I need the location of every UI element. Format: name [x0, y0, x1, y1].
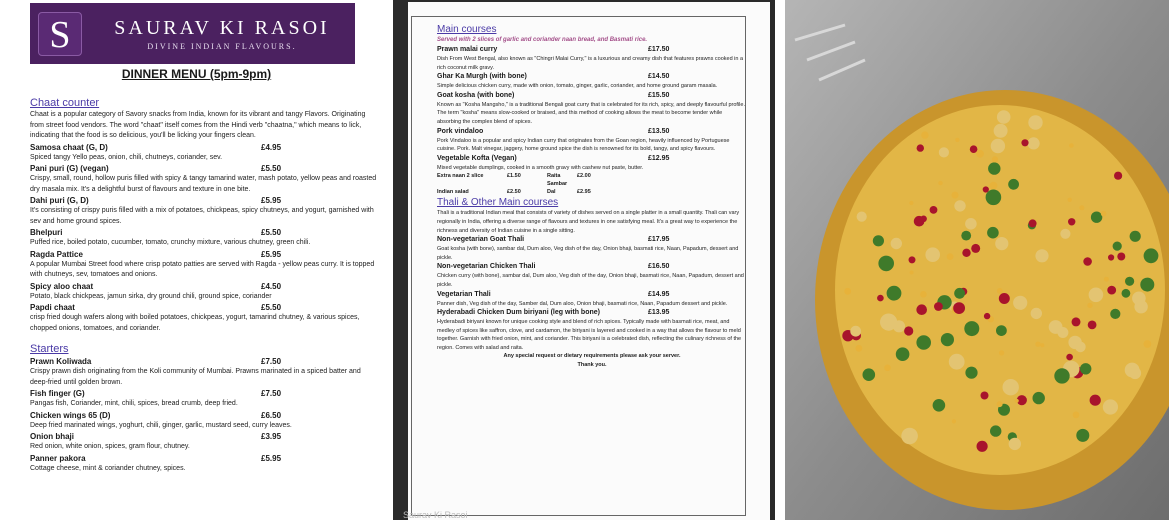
item-price: £13.50: [648, 127, 670, 135]
menu-item: [30, 142, 380, 164]
menu-title: DINNER MENU (5pm-9pm): [121, 67, 272, 81]
coriander-leaf: [990, 425, 1001, 436]
item-price: £6.50: [261, 410, 282, 420]
side-name: Extra naan 2 slice: [437, 173, 484, 180]
item-name: Prawn Koliwada: [30, 357, 92, 366]
coriander-leaf: [1113, 242, 1122, 251]
chickpea: [1031, 308, 1042, 319]
coriander-leaf: [964, 321, 979, 336]
menu-item: [437, 290, 747, 309]
sev-strand: [920, 291, 927, 298]
item-name: Fish finger (G): [30, 389, 85, 398]
item-price: £17.50: [648, 46, 670, 53]
chickpea: [1013, 296, 1027, 310]
sev-strand: [938, 181, 942, 185]
section-title-chaat: Chaat counter: [30, 97, 100, 109]
item-description: Cottage cheese, mint & coriander chutney, spices.: [30, 464, 186, 472]
item-description: It's consisting of crispy puris filled with a mix of potatoes, chickpeas, spicy chutneys, and yogurt, garnished with sev and home ground spices.: [30, 207, 374, 225]
pomegranate-seed: [981, 392, 989, 400]
sev-strand: [909, 201, 913, 205]
menu-item: [437, 72, 747, 91]
item-name: Ragda Pattice: [30, 249, 83, 259]
pomegranate-seed: [1068, 218, 1075, 225]
item-description: Puffed rice, boiled potato, cucumber, tomato, crunchy mixture, various chutney, green chili.: [30, 239, 311, 246]
pomegranate-seed: [984, 313, 990, 319]
item-price: £4.50: [261, 281, 282, 291]
pomegranate-seed: [1029, 219, 1037, 227]
coriander-leaf: [896, 347, 910, 361]
menu-item: [437, 45, 747, 72]
item-description: Panner dish, Veg dish of the day, Samber dal, Dum aloo, Onion bhaji, basmati rice, Naan, Papadum dessert and pickle.: [437, 300, 728, 307]
side-name: Sambar Dal: [547, 181, 568, 196]
sev-strand: [1073, 412, 1080, 419]
item-name: Non-vegetarian Chicken Thali: [437, 263, 536, 271]
coriander-leaf: [1110, 309, 1120, 319]
coriander-leaf: [941, 333, 954, 346]
item-description: Simple delicious chicken curry, made with onion, tomato, ginger, garlic, coriander, and home ground garam masala.: [437, 83, 718, 90]
item-description: Pork Vindaloo is a popular and spicy Indian curry that originates from the Goan region, heavily influenced by Portuguese cuisine. Pork. Malt vinegar, jaggery, home ground spice the dish is renowned for its bold, tangy, and spicy flavours.: [437, 137, 730, 153]
pomegranate-seed: [930, 206, 938, 214]
item-description: Chicken curry (with bone), sambar dal, Dum aloo, Veg dish of the day, Onion bhaji, basmati rice, Naan, Papadum, dessert and pickle.: [437, 273, 744, 288]
item-description: Crispy prawn dish originating from the Koli community of Mumbai. Prawns marinated in a spiced batter and deep-fried until golden brown.: [30, 368, 361, 386]
chickpea: [1060, 229, 1070, 239]
coriander-leaf: [1080, 363, 1091, 374]
chickpea: [949, 354, 965, 370]
menu-item: [30, 302, 380, 334]
sev-strand: [1079, 205, 1084, 210]
menu-item: [437, 154, 747, 173]
coriander-leaf: [1033, 392, 1045, 404]
chickpea: [1089, 288, 1104, 303]
menu-item: [30, 388, 380, 410]
item-name: Panner pakora: [30, 453, 86, 463]
chickpea: [880, 314, 897, 331]
menu-item: [437, 91, 747, 127]
pomegranate-seed: [970, 145, 978, 153]
item-description: Pangas fish, Coriander, mint, chili, spices, bread crumb, deep fried.: [30, 400, 238, 407]
pomegranate-seed: [1088, 321, 1097, 330]
pomegranate-seed: [962, 249, 970, 257]
sev-strand: [976, 150, 984, 158]
sev-strand: [992, 156, 998, 162]
coriander-leaf: [878, 256, 894, 272]
chickpea: [857, 212, 867, 222]
item-name: Prawn malai curry: [437, 46, 498, 53]
menu-item: [30, 195, 380, 227]
coriander-leaf: [916, 335, 931, 350]
item-price: £3.95: [261, 432, 282, 441]
sev-strand: [997, 288, 1003, 294]
item-price: £5.50: [261, 228, 282, 237]
sev-strand: [997, 401, 1003, 407]
item-name: Samosa chaat (G, D): [30, 142, 108, 152]
sev-strand: [1015, 399, 1019, 403]
sev-strand: [1101, 211, 1107, 217]
coriander-leaf: [961, 231, 971, 241]
coriander-leaf: [996, 325, 1007, 336]
coriander-leaf: [863, 368, 876, 381]
pomegranate-seed: [1108, 254, 1114, 260]
chickpea: [939, 147, 949, 157]
item-name: Goat kosha (with bone): [437, 91, 515, 99]
coriander-leaf: [933, 399, 946, 412]
menu-item: [30, 163, 380, 195]
restaurant-logo: [30, 3, 355, 64]
item-description: Goat kosha (with bone), sambar dal, Dum aloo, Veg dish of the day, Onion bhaji, basmati rice, Naan, Papadum, dessert and pickle.: [437, 246, 739, 261]
pomegranate-seed: [1072, 317, 1081, 326]
item-description: Potato, black chickpeas, jamun sirka, dry ground chili, ground spice, coriander: [30, 292, 272, 300]
item-name: Vegetable Kofta (Vegan): [437, 154, 517, 162]
item-price: £14.50: [648, 73, 670, 81]
menu-item: [437, 262, 747, 289]
item-price: £5.95: [261, 196, 282, 205]
coriander-leaf: [1140, 278, 1154, 292]
pomegranate-seed: [934, 302, 943, 311]
logo-text: [102, 17, 342, 51]
menu-item: [30, 431, 380, 453]
side-price: £2.00: [577, 173, 591, 180]
item-name: Dahi puri (G, D): [30, 196, 89, 205]
coriander-leaf: [1125, 277, 1134, 286]
restaurant-name: SAURAV KI RASOI: [114, 16, 330, 39]
sev-strand: [1068, 198, 1072, 202]
chickpea: [994, 124, 1008, 138]
side-price: £1.50: [507, 173, 521, 180]
sev-strand: [1069, 143, 1074, 148]
pomegranate-seed: [877, 295, 884, 302]
section-title-starters: Starters: [30, 343, 69, 355]
pomegranate-seed: [1021, 139, 1028, 146]
item-description: Crispy, small, round, hollow puris filled with spicy & tangy tamarind water, mash potato, yellow peas and roasted dry masala mix. It's a delightful burst of flavours and texture in one bite.: [30, 175, 377, 193]
sev-strand: [1040, 343, 1044, 347]
chickpea: [1103, 399, 1118, 414]
item-price: £7.50: [261, 389, 282, 398]
item-description: Deep fried marinated wings, yoghurt, chili, ginger, garlic, mustard seed, curry leaves.: [30, 421, 292, 429]
menu-item: [437, 235, 747, 262]
item-name: Bhelpuri: [30, 228, 63, 237]
restaurant-tagline: DIVINE INDIAN FLAVOURS.: [147, 41, 297, 51]
side-name: Indian salad: [437, 189, 469, 196]
item-description: A popular Mumbai Street food where crisp potato patties are served with Ragda - yellow peas curry. It is topped with chutneys, sev, tomatoes and onions.: [30, 260, 375, 278]
item-description: Hyderabadi biriyani known for unique cooking style and blend of rich spices. Typically made with basmati rice, meat, and medley of spices like saffron, clove, and cardamon, the biriyani is layered and cooked in a way that allows the flavour to meld together. Garnish with fried onion, mint, and coriander. This biriyani is a celebrated dish, reflecting the culinary richness of the region. Comes with salad and raita.: [437, 319, 742, 351]
chickpea: [1009, 438, 1021, 450]
sev-strand: [947, 253, 954, 260]
sev-strand: [844, 288, 851, 295]
coriander-leaf: [954, 288, 965, 299]
chickpea: [901, 428, 918, 445]
side-price: £2.95: [577, 189, 591, 196]
item-price: £5.95: [261, 453, 282, 463]
item-price: £15.50: [648, 91, 670, 99]
pomegranate-seed: [983, 186, 989, 192]
chickpea: [1057, 327, 1068, 338]
sev-strand: [990, 182, 998, 190]
item-description: Spiced tangy Yello peas, onion, chili, chutneys, coriander, sev.: [30, 153, 223, 161]
chickpea: [1028, 115, 1042, 129]
section-intro-chaat: Chaat is a popular category of Savory snacks from India, known for its vibrant and tangy Flavors. Originating from street food vendors. The word "chaat" itself comes from the Hindi verb "chaatna," which means to lick, indicating that the food is so delicious, you'll be licking your fingers clean.: [30, 111, 366, 139]
coriander-leaf: [1054, 368, 1069, 383]
item-name: Spicy aloo chaat: [30, 281, 94, 291]
coriander-leaf: [887, 286, 899, 298]
menu-item: [30, 453, 380, 475]
item-price: £12.95: [648, 154, 670, 162]
section-subtitle-main-courses: Served with 2 slices of garlic and coriander naan bread, and Basmati rice.: [437, 37, 648, 43]
footer-thanks: Thank you.: [577, 362, 607, 369]
item-price: £5.50: [261, 303, 282, 312]
sev-strand: [856, 345, 863, 352]
coriander-leaf: [987, 227, 999, 239]
item-name: Vegetarian Thali: [437, 290, 491, 298]
menu-item: [30, 227, 380, 249]
chickpea: [850, 326, 861, 337]
footer-note: Any special request or dietary requirements please ask your server.: [503, 353, 681, 360]
item-description: Mixed vegetable dumplings, cooked in a smooth gravy with cashew nut paste, butter.: [437, 164, 644, 171]
chickpea: [1028, 137, 1040, 149]
coriander-leaf: [1076, 429, 1089, 442]
coriander-leaf: [1008, 179, 1019, 190]
middle-menu-page: [393, 0, 775, 520]
chickpea: [954, 200, 965, 211]
chickpea: [997, 110, 1011, 124]
chickpea: [965, 218, 977, 230]
coriander-leaf: [988, 162, 1000, 174]
item-name: Pani puri (G) (vegan): [30, 164, 109, 173]
side-row: [437, 172, 747, 180]
pomegranate-seed: [953, 302, 965, 314]
menu-item: [30, 249, 380, 281]
item-price: £5.50: [261, 164, 282, 173]
chickpea: [1134, 300, 1147, 313]
item-description: Red onion, white onion, spices, gram flour, chutney.: [30, 443, 190, 450]
coriander-leaf: [873, 235, 884, 246]
coriander-leaf: [1091, 212, 1102, 223]
item-price: £13.95: [648, 309, 670, 317]
item-name: Ghar Ka Murgh (with bone): [437, 73, 527, 81]
logo-monogram: S: [38, 12, 82, 56]
sev-strand: [952, 192, 959, 199]
section-intro-thali: Thali is a traditional Indian meal that consists of variety of dishes served on a single platter in a small quantity. Thali can vary regionally in India, offering a diverse range of flavours and textures in one satisfying meal. It's a great way to experience the richness and diversity of Indian cuisine in a single sitting.: [437, 210, 740, 234]
menu-item: [30, 410, 380, 432]
pomegranate-seed: [977, 441, 988, 452]
item-name: Pork vindaloo: [437, 127, 484, 135]
pomegranate-seed: [1117, 253, 1125, 261]
sev-strand: [955, 138, 959, 142]
sev-strand: [952, 419, 956, 423]
coriander-leaf: [986, 190, 1002, 206]
item-name: Hyderabadi Chicken Dum biriyani (leg with bone): [437, 309, 600, 317]
pomegranate-seed: [920, 216, 927, 223]
item-description: crisp fried dough wafers along with boiled potatoes, chickpeas, yogurt, tamarind chutney, & various spices, chopped onions, tomatoes, and coriander.: [30, 314, 360, 332]
chickpea: [891, 238, 902, 249]
item-price: £17.95: [648, 236, 670, 244]
sev-strand: [1035, 342, 1040, 347]
chickpea: [925, 247, 940, 262]
coriander-leaf: [1130, 231, 1141, 242]
item-name: Non-vegetarian Goat Thali: [437, 236, 525, 244]
sev-strand: [1087, 303, 1092, 308]
item-description: Dish From West Bengal, also known as "Chingri Malai Curry," is a luxurious and creamy dish that features prawns cooked in a rich coconut milk gravy.: [437, 56, 744, 71]
pomegranate-seed: [1066, 354, 1073, 361]
pomegranate-seed: [904, 326, 913, 335]
sev-strand: [921, 131, 928, 138]
item-price: £14.95: [648, 290, 670, 298]
coriander-leaf: [1144, 248, 1159, 263]
item-price: £5.95: [261, 249, 282, 259]
item-description: Known as "Kosha Mangsho," is a traditional Bengali goat curry that is celebrated for its rich, spicy, and deeply flavourful profile. The term "kosha" means slow-cooked or braised, and this method of cooking allows the meat to become tender while absorbing the complex blend of spices.: [437, 101, 745, 125]
menu-item: [30, 356, 380, 388]
menu-item: [30, 281, 380, 303]
chickpea: [1129, 367, 1141, 379]
item-name: Papdi chaat: [30, 303, 75, 312]
middle-column: [437, 23, 747, 370]
chaat-dish-photo: [785, 0, 1169, 520]
pomegranate-seed: [1083, 257, 1092, 266]
item-price: £16.50: [648, 263, 670, 271]
item-price: £4.95: [261, 142, 282, 152]
pomegranate-seed: [1090, 395, 1101, 406]
pomegranate-seed: [917, 144, 924, 151]
coriander-leaf: [1122, 289, 1131, 298]
left-menu-page: [0, 0, 393, 520]
chickpea: [1003, 379, 1019, 395]
sev-strand: [884, 365, 891, 372]
food-illustration: [785, 0, 1169, 520]
item-name: Onion bhaji: [30, 432, 74, 441]
chickpea: [1075, 342, 1086, 353]
pomegranate-seed: [1107, 286, 1116, 295]
sev-strand: [1104, 277, 1109, 282]
chickpea: [1035, 249, 1048, 262]
side-name: Raita: [547, 173, 561, 180]
sev-strand: [910, 271, 914, 275]
section-title-main-courses: Main courses: [437, 24, 497, 35]
item-name: Chicken wings 65 (D): [30, 410, 111, 420]
chickpea: [995, 237, 1008, 250]
chickpea: [991, 139, 1005, 153]
bottom-caption: Saurav Ki Rasoi: [403, 510, 468, 520]
section-title-thali: Thali & Other Main courses: [437, 197, 559, 209]
left-column: [30, 96, 380, 474]
pomegranate-seed: [971, 244, 980, 253]
menu-item: [437, 308, 747, 352]
sev-strand: [999, 350, 1004, 355]
menu-item: [437, 127, 747, 154]
pomegranate-seed: [1114, 172, 1122, 180]
side-row: [437, 180, 747, 196]
coriander-leaf: [965, 367, 977, 379]
pomegranate-seed: [916, 304, 927, 315]
sev-strand: [1144, 340, 1152, 348]
side-price: £2.50: [507, 189, 521, 196]
pomegranate-seed: [909, 256, 916, 263]
pomegranate-seed: [999, 293, 1010, 304]
item-price: £7.50: [261, 357, 282, 366]
